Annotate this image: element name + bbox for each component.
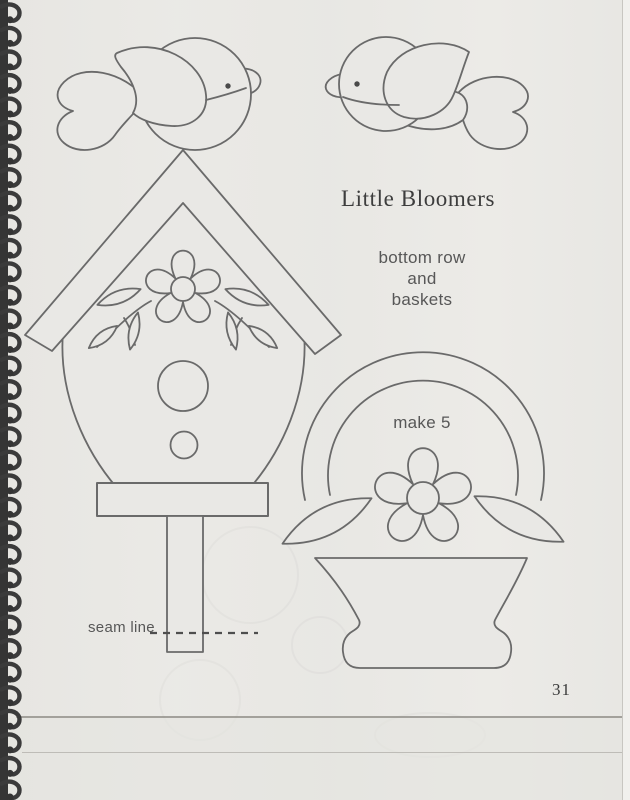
page-number: 31 — [552, 680, 571, 699]
seam-line-label: seam line — [88, 619, 155, 636]
flying-bird-pattern — [326, 37, 528, 149]
basket-body — [315, 558, 527, 668]
make-quantity-label: make 5 — [393, 413, 451, 432]
bird-tail — [459, 77, 528, 149]
birdhouse-post — [167, 516, 203, 652]
page-bottom-edge — [16, 716, 630, 718]
under-page-edge — [22, 752, 630, 753]
bird-eye — [225, 83, 230, 88]
birdhouse-pattern — [25, 150, 341, 652]
caption-line-1: bottom row — [378, 248, 466, 267]
caption-block — [346, 247, 498, 310]
caption-line-3: baskets — [391, 290, 453, 309]
caption-line-2: and — [407, 269, 437, 288]
birdhouse-small-circle — [171, 432, 198, 459]
birdhouse-base — [97, 483, 268, 516]
spiral-binding — [0, 0, 34, 800]
basket-leaf-right — [468, 484, 569, 554]
flower-center — [171, 277, 195, 301]
page-right-edge — [622, 0, 630, 800]
basket-pattern — [276, 352, 569, 668]
bird-eye — [354, 81, 359, 86]
page-title: Little Bloomers — [341, 186, 496, 211]
basket-leaf-left — [276, 486, 377, 556]
flower-center — [407, 482, 439, 514]
underlying-page-area — [0, 718, 630, 800]
birdhouse-hole — [158, 361, 208, 411]
perched-bird-pattern — [57, 38, 260, 150]
